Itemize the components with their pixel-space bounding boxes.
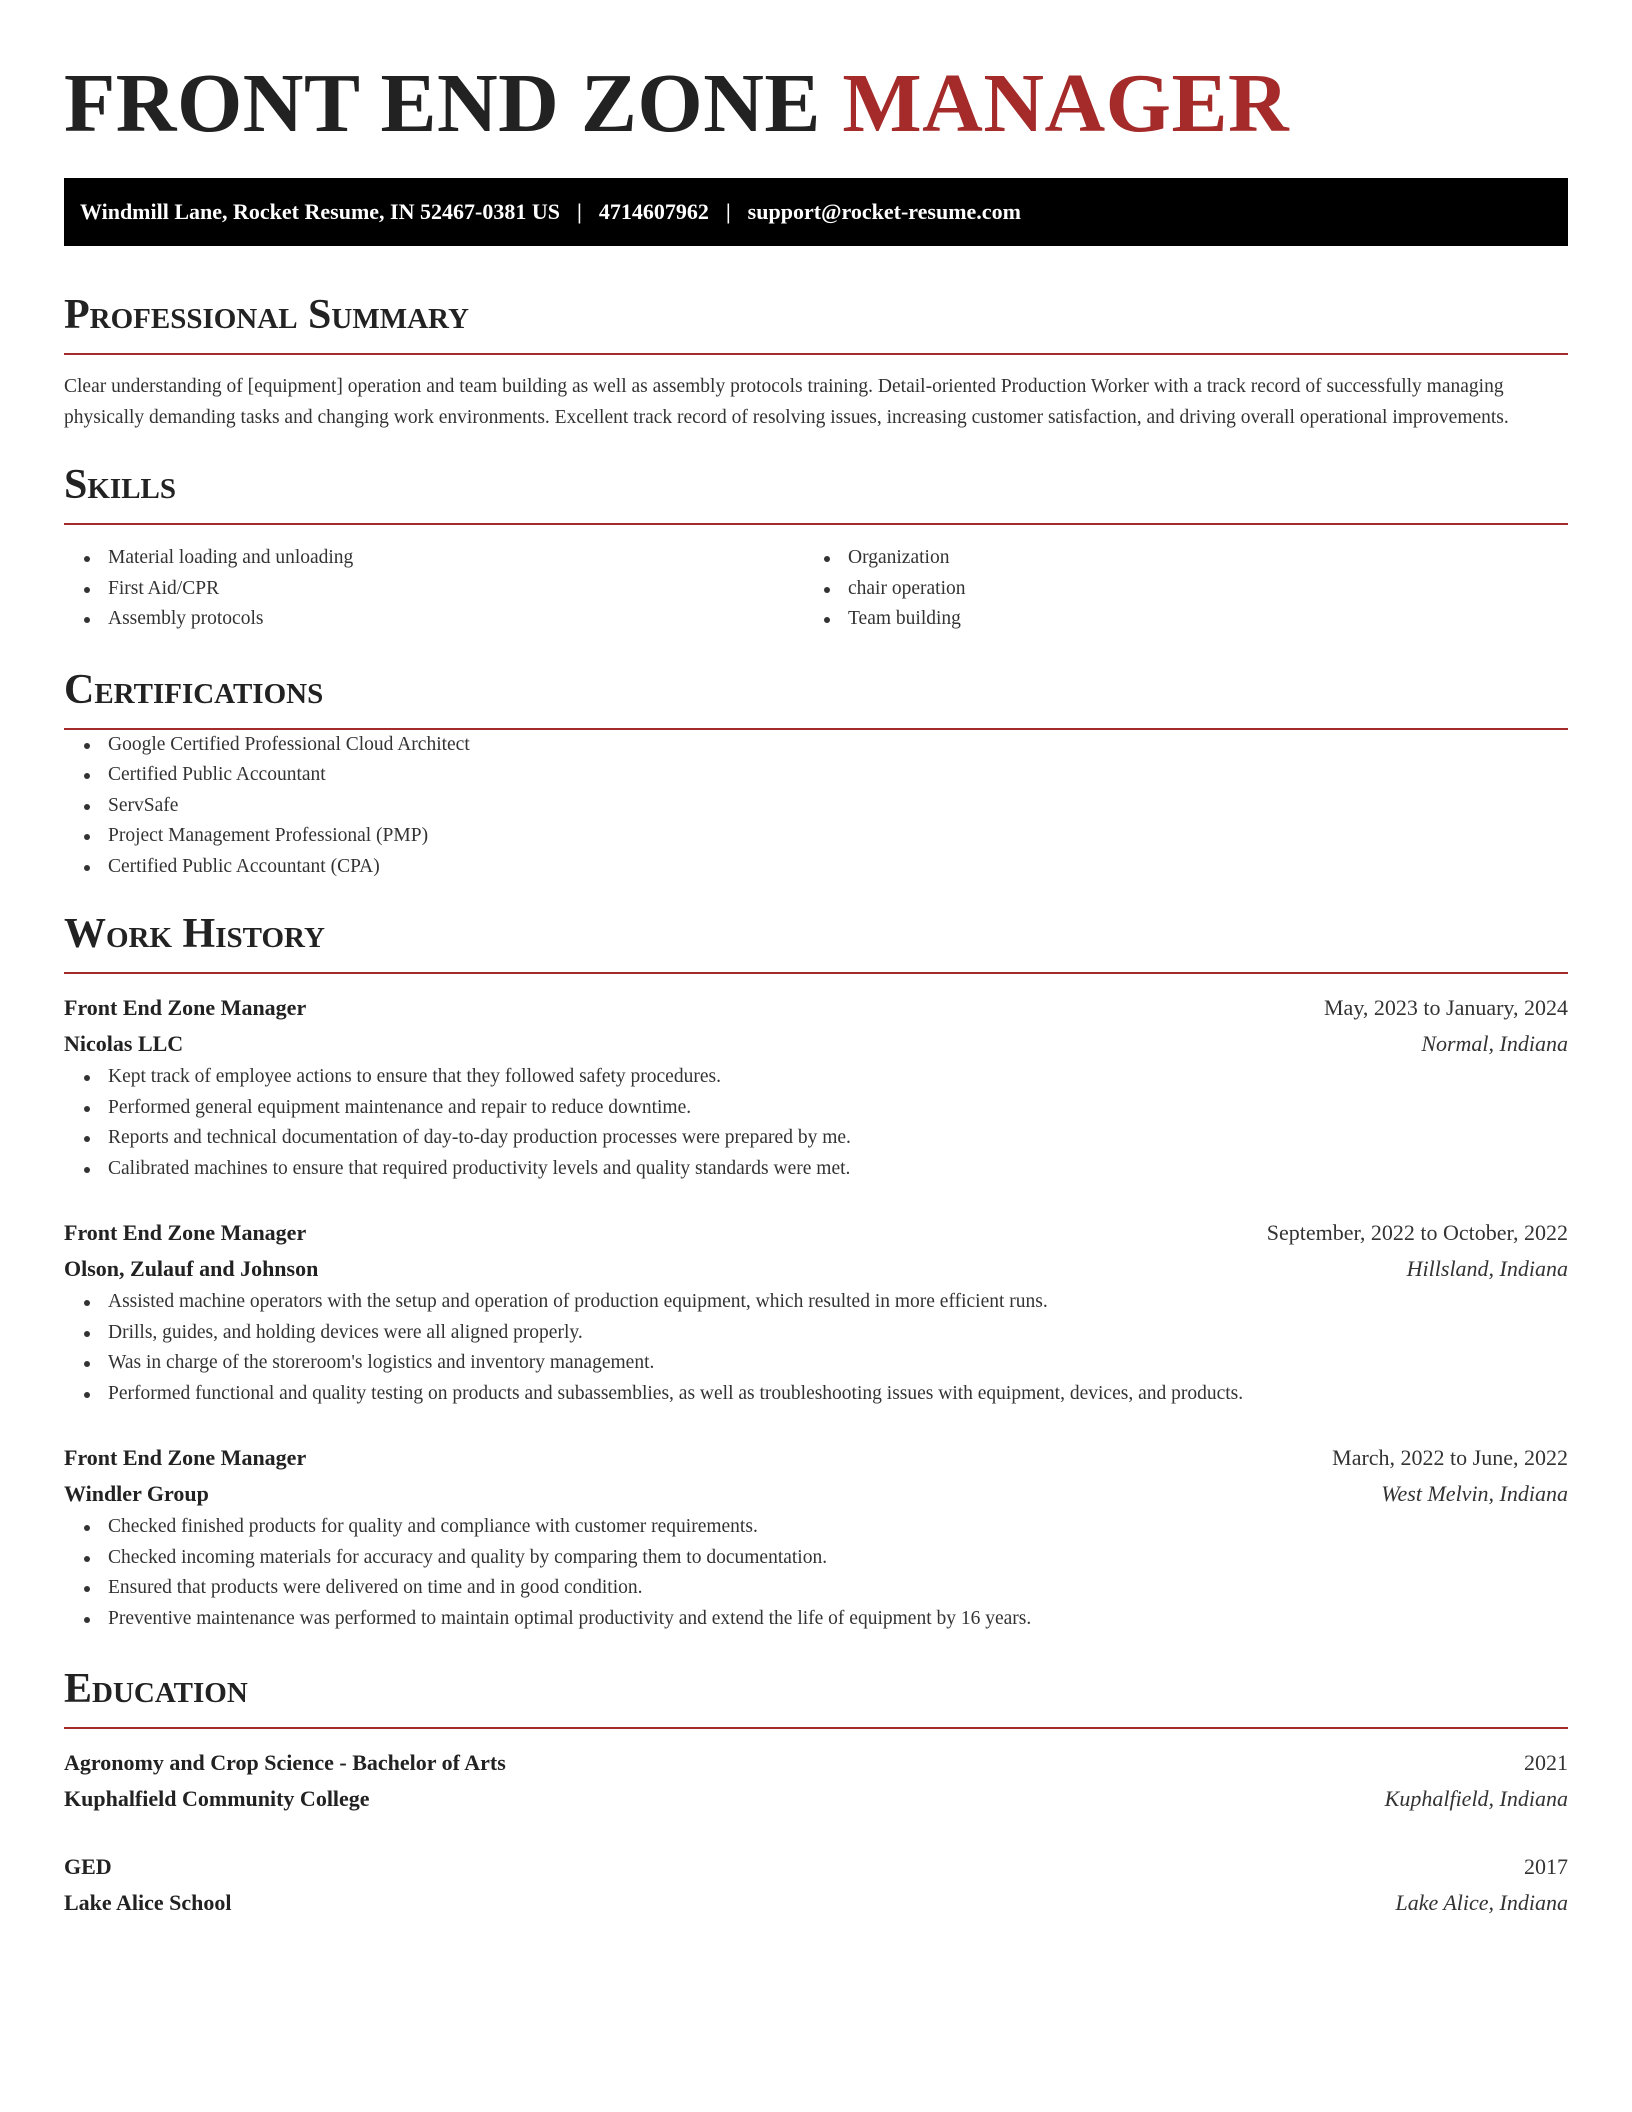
job-company: Olson, Zulauf and Johnson xyxy=(64,1256,319,1281)
section-divider xyxy=(64,353,1568,355)
section-divider xyxy=(64,523,1568,525)
job-duty-item: Performed functional and quality testing on products and subassemblies, as well as troubleshooting issues with equipment, devices, and products. xyxy=(108,1379,1568,1410)
skills-section xyxy=(64,457,1568,635)
contact-separator: | xyxy=(576,199,582,224)
certifications-section xyxy=(64,662,1568,883)
job-title: Front End Zone Manager xyxy=(64,995,307,1020)
skills-grid xyxy=(64,543,1568,635)
certification-item: Certified Public Accountant (CPA) xyxy=(108,852,1568,883)
certification-item: Google Certified Professional Cloud Architect xyxy=(108,730,1568,761)
job-duty-item: Assisted machine operators with the setup and operation of production equipment, which resulted in more efficient runs. xyxy=(108,1287,1568,1318)
job-company-row xyxy=(64,1026,1568,1062)
job-duty-item: Calibrated machines to ensure that required productivity levels and quality standards were met. xyxy=(108,1154,1568,1185)
certifications-list xyxy=(64,730,1568,883)
skills-list-left xyxy=(64,543,804,635)
resume-title xyxy=(64,0,1568,152)
job-duty-item: Ensured that products were delivered on time and in good condition. xyxy=(108,1573,1568,1604)
work-history-section xyxy=(64,906,1568,1634)
job-entry xyxy=(64,1215,1568,1409)
education-entry xyxy=(64,1745,1568,1817)
job-location: Hillsland, Indiana xyxy=(1406,1256,1568,1281)
education-school: Kuphalfield Community College xyxy=(64,1786,370,1811)
summary-section xyxy=(64,287,1568,433)
certifications-heading: Certifications xyxy=(64,666,324,713)
job-title: Front End Zone Manager xyxy=(64,1220,307,1245)
education-heading: Education xyxy=(64,1666,248,1712)
job-dates: September, 2022 to October, 2022 xyxy=(1266,1220,1568,1245)
certification-item: Certified Public Accountant xyxy=(108,760,1568,791)
certification-item: Project Management Professional (PMP) xyxy=(108,821,1568,852)
job-duty-item: Preventive maintenance was performed to maintain optimal productivity and extend the life of equipment by 16 years. xyxy=(108,1604,1568,1635)
skills-list-right xyxy=(804,543,1544,635)
education-header-row xyxy=(64,1745,1568,1781)
skill-item: First Aid/CPR xyxy=(108,574,804,605)
skill-item: Organization xyxy=(848,543,1544,574)
job-duty-item: Reports and technical documentation of day-to-day production processes were prepared by me. xyxy=(108,1123,1568,1154)
education-location: Kuphalfield, Indiana xyxy=(1384,1786,1568,1811)
education-year: 2021 xyxy=(1524,1750,1568,1775)
job-duty-item: Checked incoming materials for accuracy and quality by comparing them to documentation. xyxy=(108,1543,1568,1574)
contact-address: Windmill Lane, Rocket Resume, IN 52467-0381 US xyxy=(80,199,560,224)
skill-item: Material loading and unloading xyxy=(108,543,804,574)
job-company-row xyxy=(64,1476,1568,1512)
certification-item: ServSafe xyxy=(108,791,1568,822)
job-duties-list xyxy=(64,1062,1568,1184)
skills-column-right xyxy=(804,543,1544,635)
education-section xyxy=(64,1661,1568,1921)
job-entry xyxy=(64,1440,1568,1634)
education-degree: Agronomy and Crop Science - Bachelor of Arts xyxy=(64,1750,506,1775)
job-duties-list xyxy=(64,1512,1568,1634)
job-duty-item: Was in charge of the storeroom's logistics and inventory management. xyxy=(108,1348,1568,1379)
education-entry xyxy=(64,1849,1568,1921)
education-school-row xyxy=(64,1781,1568,1817)
job-header-row xyxy=(64,1215,1568,1251)
job-location: Normal, Indiana xyxy=(1421,1031,1568,1056)
job-entry xyxy=(64,990,1568,1184)
title-part-1: FRONT END ZONE xyxy=(64,57,821,150)
resume-page xyxy=(64,0,1568,1921)
job-company: Windler Group xyxy=(64,1481,209,1506)
skill-item: Assembly protocols xyxy=(108,604,804,635)
job-company: Nicolas LLC xyxy=(64,1031,184,1056)
job-duties-list xyxy=(64,1287,1568,1409)
contact-phone: 4714607962 xyxy=(598,199,709,224)
job-duty-item: Performed general equipment maintenance and repair to reduce downtime. xyxy=(108,1093,1568,1124)
job-location: West Melvin, Indiana xyxy=(1381,1481,1568,1506)
skills-heading: Skills xyxy=(64,462,177,508)
job-dates: May, 2023 to January, 2024 xyxy=(1324,995,1568,1020)
contact-bar xyxy=(64,178,1568,246)
job-dates: March, 2022 to June, 2022 xyxy=(1332,1445,1568,1470)
job-duty-item: Kept track of employee actions to ensure that they followed safety procedures. xyxy=(108,1062,1568,1093)
summary-text: Clear understanding of [equipment] operation and team building as well as assembly protocols training. Detail-oriented Production Worker with a track record of successfully managing physically demanding tasks and changing work environments. Excellent track record of resolving issues, increasing customer satisfaction, and driving overall operational improvements. xyxy=(64,376,1509,428)
education-school-row xyxy=(64,1885,1568,1921)
contact-separator: | xyxy=(725,199,731,224)
education-location: Lake Alice, Indiana xyxy=(1395,1890,1568,1915)
skills-column-left xyxy=(64,543,804,635)
job-header-row xyxy=(64,990,1568,1026)
summary-heading: Professional Summary xyxy=(64,292,469,338)
section-divider xyxy=(64,972,1568,974)
job-title: Front End Zone Manager xyxy=(64,1445,307,1470)
skill-item: Team building xyxy=(848,604,1544,635)
job-duty-item: Checked finished products for quality and compliance with customer requirements. xyxy=(108,1512,1568,1543)
job-duty-item: Drills, guides, and holding devices were all aligned properly. xyxy=(108,1318,1568,1349)
title-part-2: MANAGER xyxy=(842,57,1290,150)
skill-item: chair operation xyxy=(848,574,1544,605)
education-degree: GED xyxy=(64,1854,112,1879)
education-header-row xyxy=(64,1849,1568,1885)
education-school: Lake Alice School xyxy=(64,1890,232,1915)
contact-email: support@rocket-resume.com xyxy=(747,199,1021,224)
job-header-row xyxy=(64,1440,1568,1476)
section-divider xyxy=(64,1727,1568,1729)
education-year: 2017 xyxy=(1524,1854,1568,1879)
work-history-heading: Work History xyxy=(64,911,325,957)
job-company-row xyxy=(64,1251,1568,1287)
